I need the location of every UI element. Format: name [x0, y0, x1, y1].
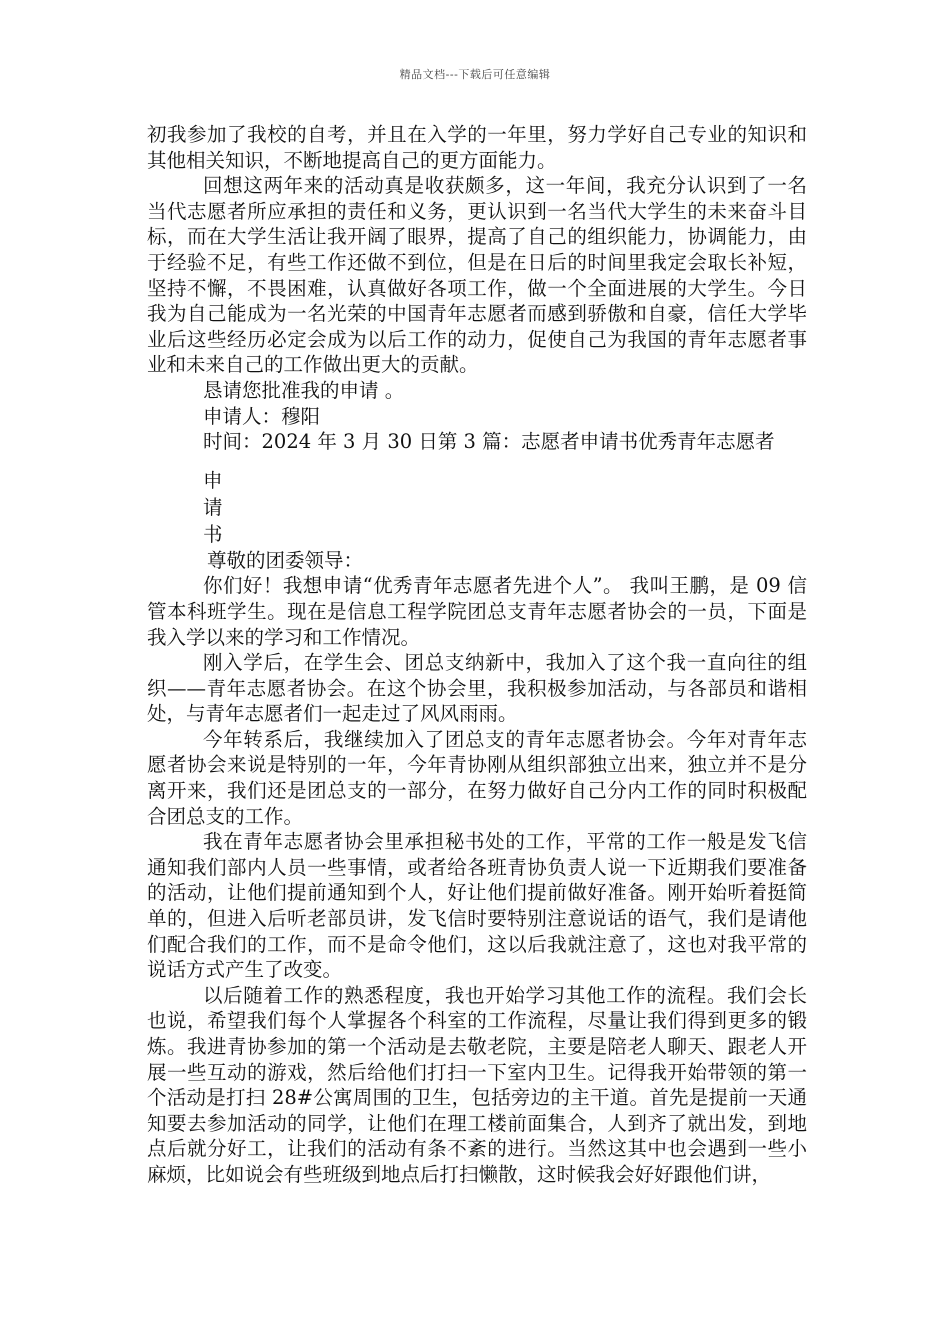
paragraph: 初我参加了我校的自考，并且在入学的一年里，努力学好自己专业的知识和其他相关知识，不断地提高自己的更方面能力。 — [147, 123, 807, 172]
vertical-char: 申 — [203, 468, 223, 492]
date-title-line: 时间：2024 年 3 月 30 日第 3 篇：志愿者申请书优秀青年志愿者 — [203, 430, 775, 454]
paragraph: 回想这两年来的活动真是收获颇多，这一年间，我充分认识到了一名当代志愿者所应承担的责任和义务，更认识到一名当代大学生的未来奋斗目标，而在大学生活让我开阔了眼界，提高了自己的组织能力，协调能力，由于经验不足，有些工作还做不到位，但是在日后的时间里我定会取长补短，坚持不懈，不畏困难，认真做好各项工作，做一个全面进展的大学生。今日我为自己能成为一名光荣的中国青年志愿者而感到骄傲和自豪，信任大学毕业后这些经历必定会成为以后工作的动力，促使自己为我国的青年志愿者事业和未来自己的工作做出更大的贡献。 — [147, 174, 807, 377]
vertical-char: 请 — [203, 495, 223, 519]
vertical-title — [147, 467, 807, 548]
applicant-line: 申请人：穆阳 — [203, 404, 321, 428]
page-header: 精品文档---下载后可任意编辑 — [399, 68, 551, 81]
vertical-char: 书 — [203, 522, 223, 546]
salutation: 尊敬的团委领导： — [207, 548, 364, 572]
request-line: 恳请您批准我的申请 。 — [203, 378, 405, 402]
paragraph: 你们好！我想申请“优秀青年志愿者先进个人”。 我叫王鹏，是 09 信管本科班学生。现在是信息工程学院团总支青年志愿者协会的一员，下面是我入学以来的学习和工作情况。 — [147, 574, 807, 649]
paragraph: 我在青年志愿者协会里承担秘书处的工作，平常的工作一般是发飞信通知我们部内人员一些事情，或者给各班青协负责人说一下近期我们要准备的活动，让他们提前通知到个人，好让他们提前做好准备。刚开始听着挺简单的，但进入后听老部员讲，发飞信时要特别注意说话的语气，我们是请他们配合我们的工作，而不是命令他们，这以后我就注意了，这也对我平常的说话方式产生了改变。 — [147, 830, 807, 982]
paragraph: 以后随着工作的熟悉程度，我也开始学习其他工作的流程。我们会长也说，希望我们每个人掌握各个科室的工作流程，尽量让我们得到更多的锻炼。我进青协参加的第一个活动是去敬老院，主要是陪老人聊天、跟老人开展一些互动的游戏，然后给他们打扫一下室内卫生。记得我开始带领的第一个活动是打扫 28#公寓周围的卫生，包括旁边的主干道。首先是提前一天通知要去参加活动的同学，让他们在理工楼前面集合，人到齐了就出发，到地点后就分好工，让我们的活动有条不紊的进行。当然这其中也会遇到一些小麻烦，比如说会有些班级到地点后打扫懒散，这时候我会好好跟他们讲， — [147, 983, 807, 1186]
paragraph: 今年转系后，我继续加入了团总支的青年志愿者协会。今年对青年志愿者协会来说是特别的一年，今年青协刚从组织部独立出来，独立并不是分离开来，我们还是团总支的一部分，在努力做好自己分内工作的同时积极配合团总支的工作。 — [147, 727, 807, 828]
document-body — [147, 122, 807, 1188]
paragraph: 刚入学后，在学生会、团总支纳新中，我加入了这个我一直向往的组织——青年志愿者协会。在这个协会里，我积极参加活动，与各部员和谐相处，与青年志愿者们一起走过了风风雨雨。 — [147, 651, 807, 726]
